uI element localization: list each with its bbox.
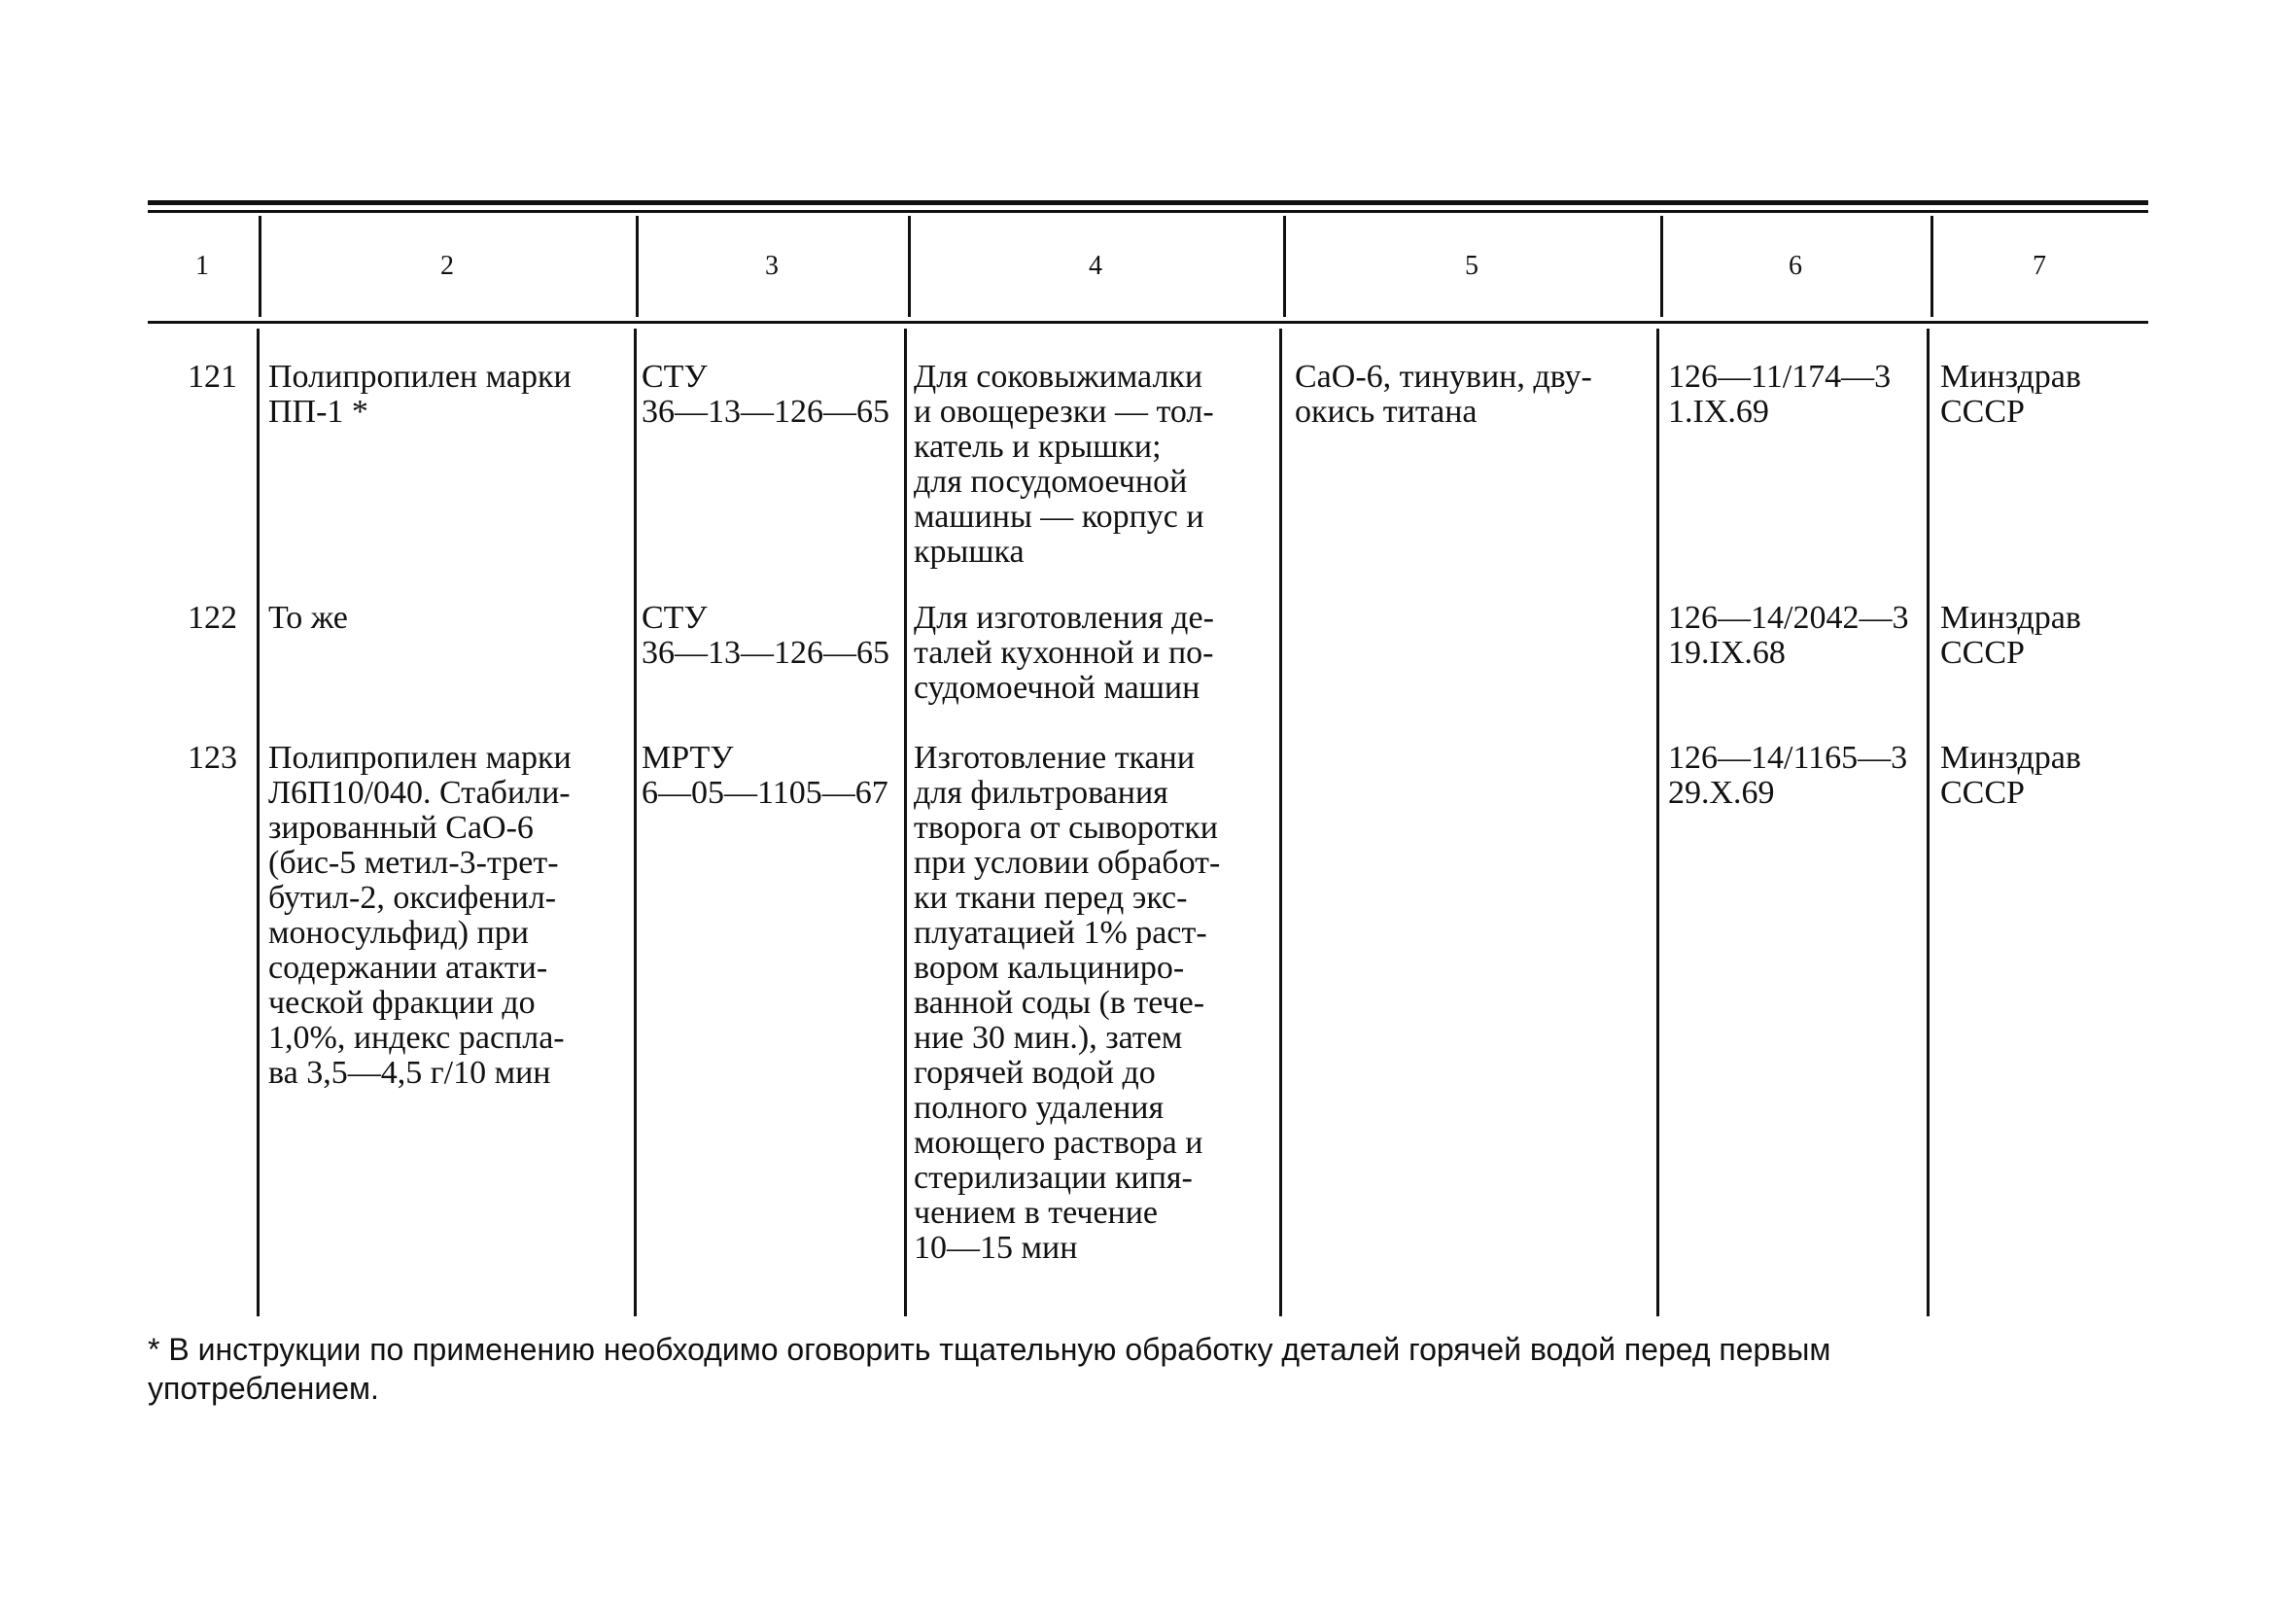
column-divider bbox=[634, 329, 637, 1316]
column-number: 4 bbox=[1089, 251, 1102, 281]
footnote: * В инструкции по применению необходимо оговорить тщательную обработку деталей горячей водой перед первым употреблением. bbox=[148, 1332, 1831, 1406]
permit-cell: 126—14/1165—3 29.X.69 bbox=[1668, 740, 1908, 811]
standard-cell: СТУ 36—13—126—65 bbox=[642, 600, 889, 671]
column-number: 2 bbox=[440, 251, 454, 281]
material-cell: То же bbox=[268, 600, 348, 636]
standard-cell: МРТУ 6—05—1105—67 bbox=[642, 740, 888, 811]
table-top-rule-thin bbox=[148, 210, 2148, 213]
purpose-cell: Для изготовления де- талей кухонной и по- судомоечной машин bbox=[914, 600, 1214, 706]
material-cell: Полипропилен марки ПП-1 * bbox=[268, 359, 572, 430]
row-number: 122 bbox=[188, 600, 237, 636]
column-divider bbox=[257, 329, 260, 1316]
authority-cell: Минздрав СССР bbox=[1940, 740, 2081, 811]
table-header-rule bbox=[148, 321, 2148, 324]
column-divider bbox=[1656, 329, 1659, 1316]
additives-cell: СаО-6, тинувин, дву- окись титана bbox=[1295, 359, 1592, 430]
column-number: 7 bbox=[2033, 251, 2046, 281]
column-number: 6 bbox=[1789, 251, 1802, 281]
purpose-cell: Для соковыжималки и овощерезки — тол- катель и крышки; для посудомоечной машины — корпус и крышка bbox=[914, 359, 1214, 570]
authority-cell: Минздрав СССР bbox=[1940, 359, 2081, 430]
column-number: 3 bbox=[765, 251, 779, 281]
permit-cell: 126—14/2042—3 19.IX.68 bbox=[1668, 600, 1909, 671]
column-divider bbox=[904, 329, 907, 1316]
column-number: 1 bbox=[195, 251, 209, 281]
row-number: 121 bbox=[188, 359, 237, 395]
column-divider bbox=[1279, 329, 1282, 1316]
purpose-cell: Изготовление ткани для фильтрования творога от сыворотки при условии обработ- ки ткани перед экс- плуатацией 1% раст- вором кальциниро- ванной соды (в тече- ние 30 мин.), затем горячей водой до полного удаления моющего раствора и стерилизации кипя- чением в течение 10—15 мин bbox=[914, 740, 1221, 1266]
authority-cell: Минздрав СССР bbox=[1940, 600, 2081, 671]
material-cell: Полипропилен марки Л6П10/040. Стабили- зированный СаО-6 (бис-5 метил-3-трет- бутил-2, оксифенил- моносульфид) при содержании атакти- ческой фракции до 1,0%, индекс распла- ва 3,5—4,5 г/10 мин bbox=[268, 740, 572, 1091]
table-top-rule bbox=[148, 200, 2148, 205]
permit-cell: 126—11/174—3 1.IX.69 bbox=[1668, 359, 1892, 430]
column-divider bbox=[1927, 329, 1930, 1316]
column-number: 5 bbox=[1465, 251, 1478, 281]
standard-cell: СТУ 36—13—126—65 bbox=[642, 359, 889, 430]
row-number: 123 bbox=[188, 740, 237, 776]
